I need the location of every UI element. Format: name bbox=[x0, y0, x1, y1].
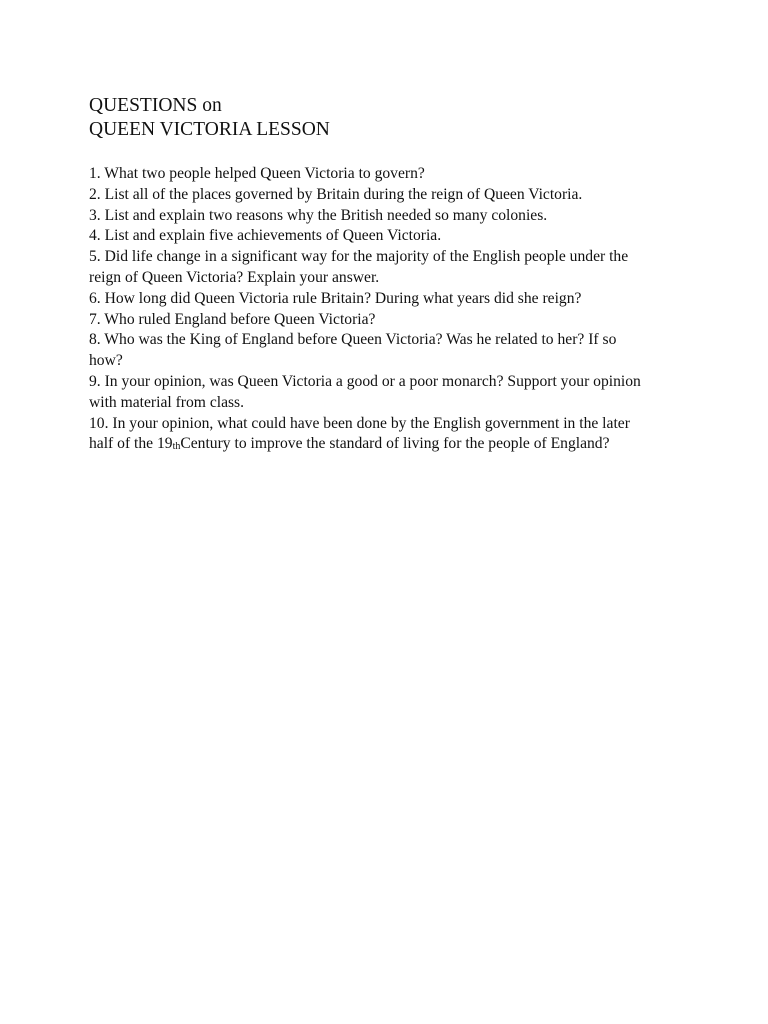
question-9: 9. In your opinion, was Queen Victoria a good or a poor monarch? Support your opinion with material from class. bbox=[89, 372, 641, 411]
question-7: 7. Who ruled England before Queen Victoria? bbox=[89, 310, 376, 328]
question-5: 5. Did life change in a significant way for the majority of the English people under the reign of Queen Victoria? Explain your answer. bbox=[89, 248, 629, 286]
question-1: 1. What two people helped Queen Victoria to govern? bbox=[89, 165, 425, 182]
question-4: 4. List and explain five achievements of Queen Victoria. bbox=[89, 227, 442, 245]
document-page bbox=[89, 94, 649, 457]
title-line-2: QUEEN VICTORIA LESSON bbox=[89, 119, 330, 140]
question-10-text-start: 10. In your opinion, what could have been done by the English government in the later half of the 19 bbox=[89, 414, 630, 453]
question-list bbox=[89, 164, 649, 457]
page-title bbox=[89, 94, 649, 142]
question-10-ordinal-suffix: th bbox=[172, 441, 181, 453]
question-3: 3. List and explain two reasons why the British needed so many colonies. bbox=[89, 206, 548, 224]
title-line-1: QUESTIONS on bbox=[89, 95, 222, 116]
question-6: 6. How long did Queen Victoria rule Britain? During what years did she reign? bbox=[89, 289, 582, 307]
question-8: 8. Who was the King of England before Queen Victoria? Was he related to her? If so how? bbox=[89, 331, 617, 370]
question-2: 2. List all of the places governed by Britain during the reign of Queen Victoria. bbox=[89, 185, 583, 203]
question-10-text-end: Century to improve the standard of living for the people of England? bbox=[180, 435, 610, 453]
question-10 bbox=[89, 414, 649, 458]
